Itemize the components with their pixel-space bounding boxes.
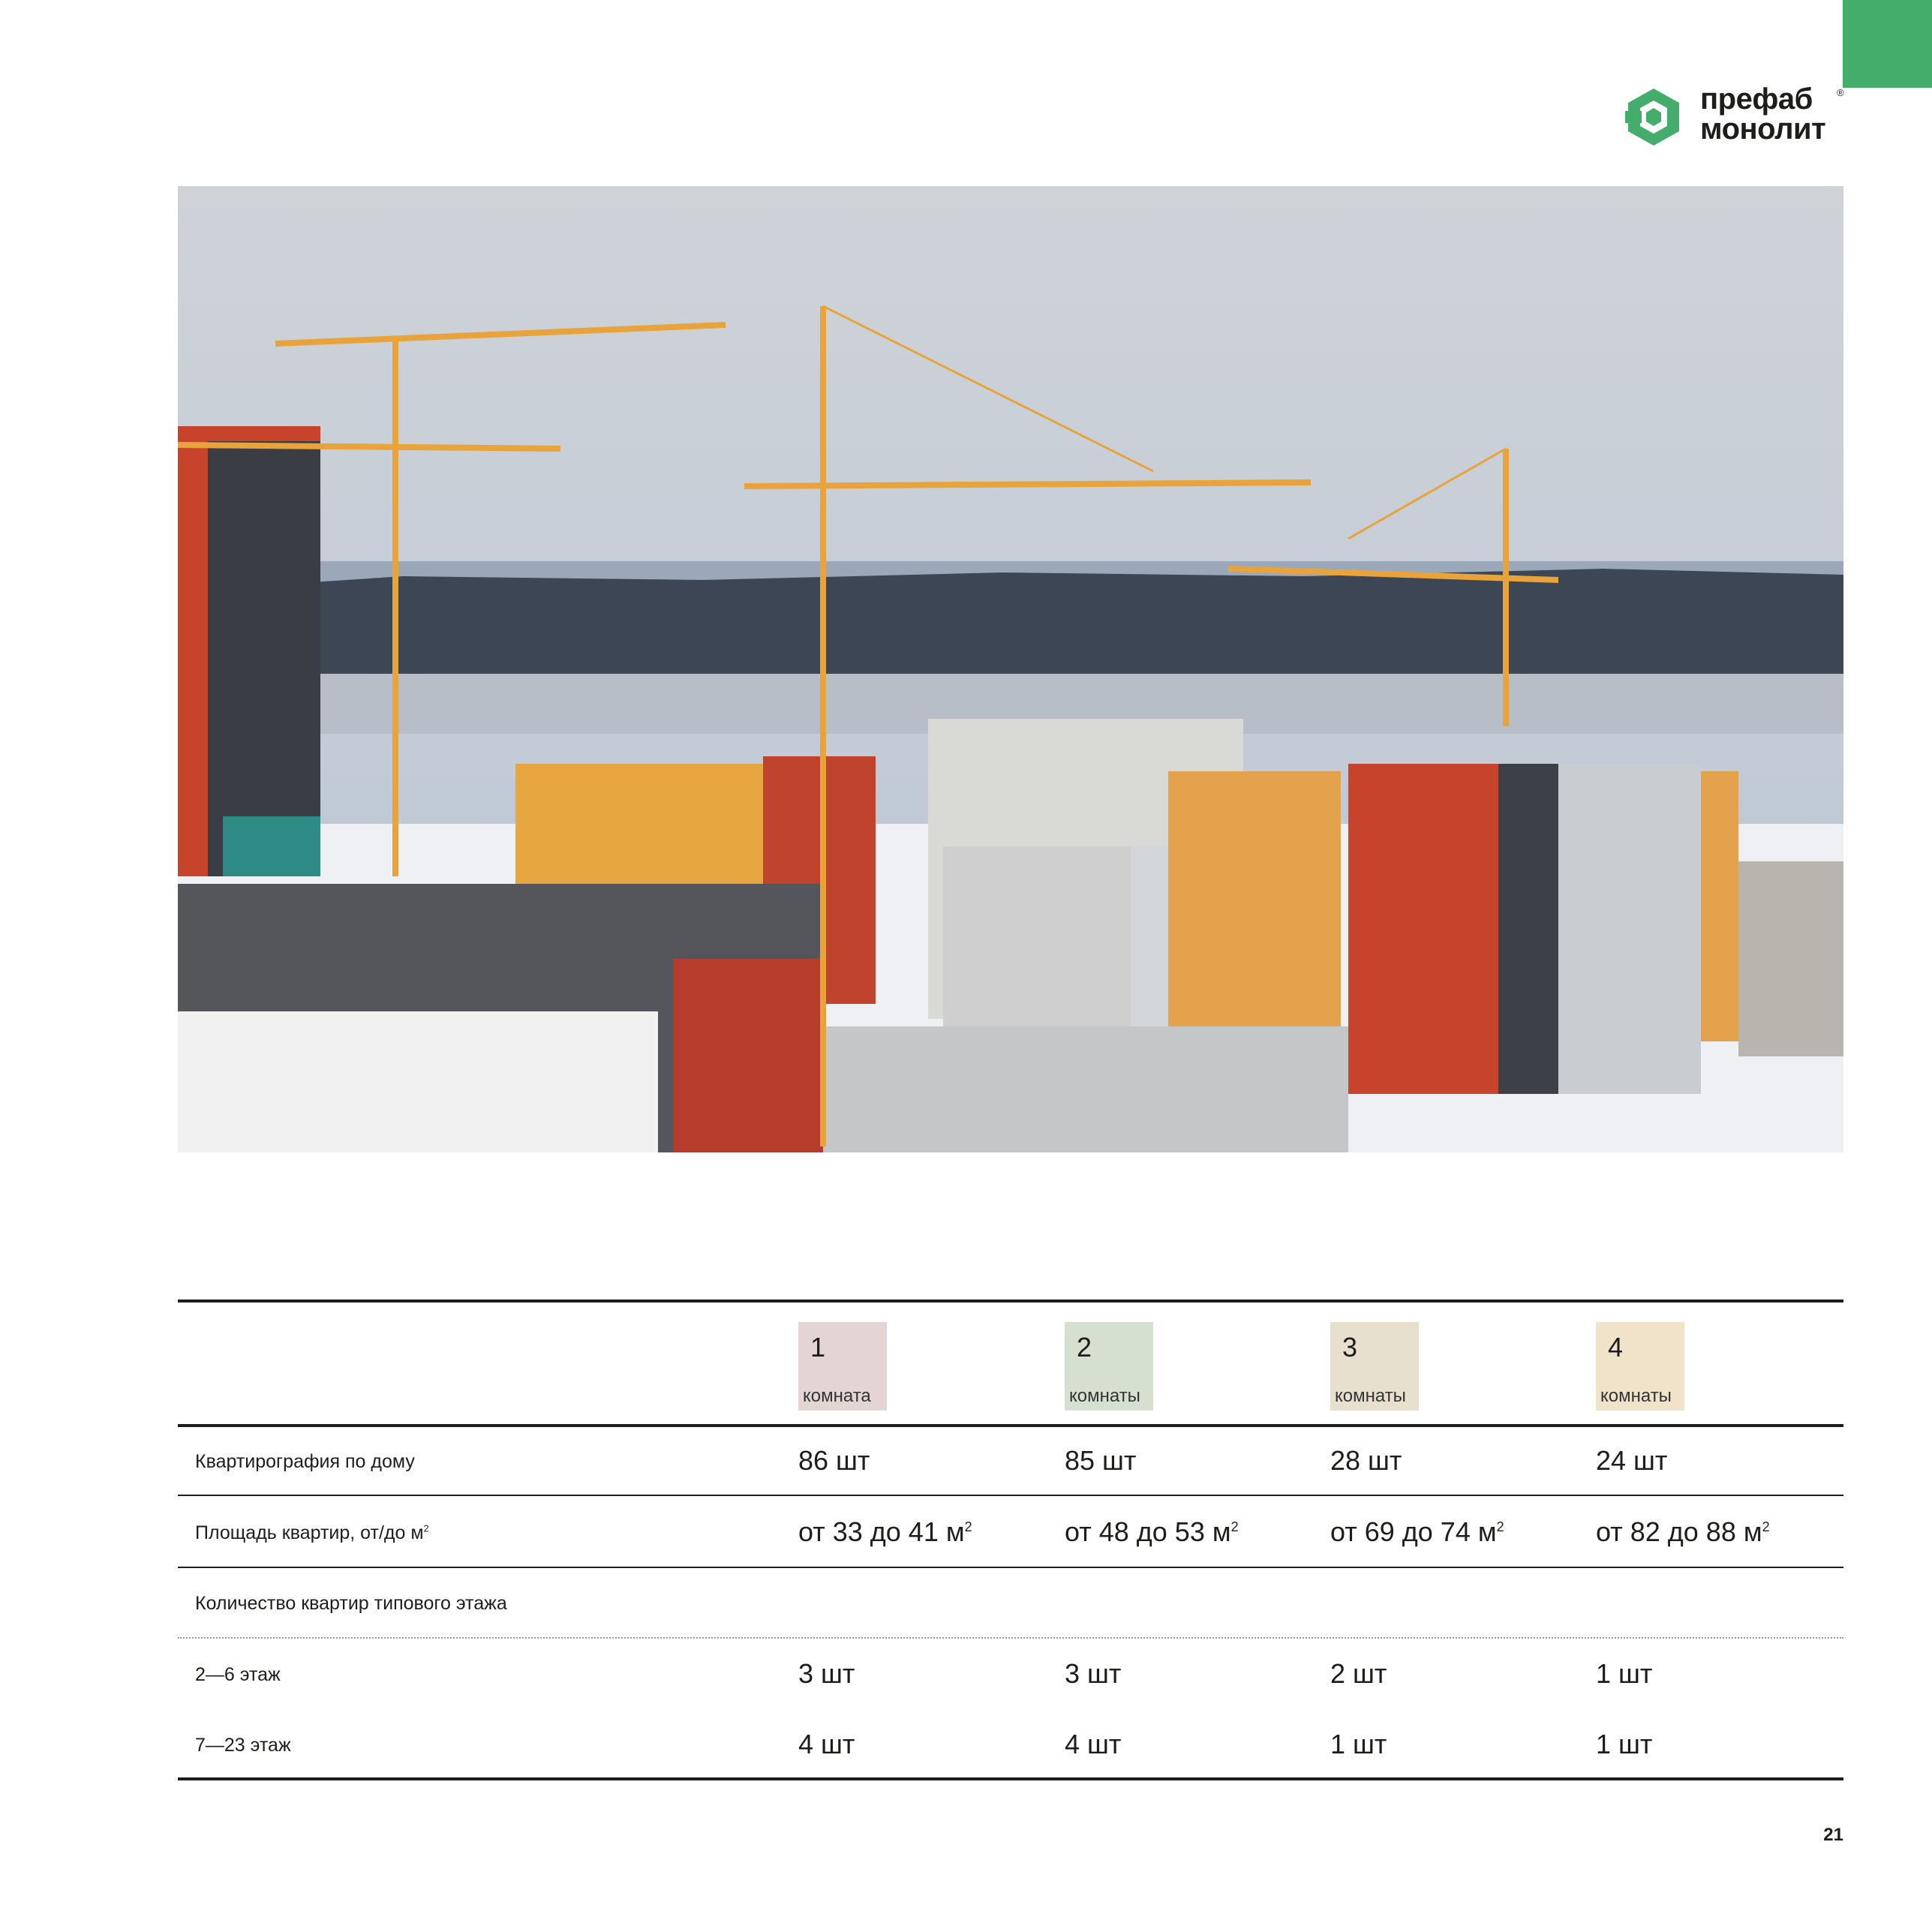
- page-number: 21: [1823, 1825, 1843, 1845]
- room-number: 2: [1077, 1332, 1092, 1363]
- room-tile-3: [1330, 1322, 1419, 1411]
- cell-area-1-text: от 33 до 41 м: [798, 1516, 965, 1547]
- row-label-floors-7-23: 7—23 этаж: [195, 1735, 291, 1756]
- dotted-rule: [178, 1637, 1843, 1639]
- brand-logo: [1625, 84, 1843, 150]
- cell-area-4-text: от 82 до 88 м: [1596, 1516, 1762, 1547]
- cell-area-2-text: от 48 до 53 м: [1065, 1516, 1231, 1547]
- brand-line-1: префаб: [1700, 83, 1813, 116]
- row-rule: [178, 1495, 1843, 1496]
- row-label-count: Квартирография по дому: [195, 1451, 415, 1472]
- cell-count-2: 85 шт: [1065, 1445, 1137, 1476]
- row-label-area-text: Площадь квартир, от/до м: [195, 1522, 424, 1543]
- cell-area-1: [798, 1516, 972, 1548]
- cell-area-1-sup: 2: [964, 1519, 972, 1534]
- room-word: комната: [803, 1386, 871, 1406]
- row-label-typical: Количество квартир типового этажа: [195, 1593, 507, 1614]
- brand-name: [1700, 84, 1825, 144]
- construction-photo: [178, 186, 1843, 1152]
- cell-floors-7-23-2: 4 шт: [1065, 1729, 1122, 1759]
- cell-area-4-sup: 2: [1762, 1519, 1770, 1534]
- cell-area-2: [1065, 1516, 1239, 1548]
- cell-floors-2-6-4: 1 шт: [1596, 1658, 1653, 1689]
- row-label-area: [195, 1522, 429, 1544]
- cell-floors-2-6-1: 3 шт: [798, 1658, 855, 1689]
- corner-accent-tab: [1843, 0, 1932, 88]
- row-rule: [178, 1567, 1843, 1568]
- cell-count-3: 28 шт: [1330, 1445, 1402, 1476]
- room-word: комнаты: [1335, 1386, 1406, 1406]
- cell-floors-2-6-3: 2 шт: [1330, 1658, 1387, 1689]
- room-tile-1: [798, 1322, 887, 1411]
- cell-area-4: [1596, 1516, 1770, 1548]
- cell-area-3: [1330, 1516, 1504, 1548]
- room-word: комнаты: [1069, 1386, 1140, 1406]
- table-top-rule: [178, 1300, 1843, 1303]
- room-number: 3: [1342, 1332, 1358, 1363]
- cell-area-3-sup: 2: [1496, 1519, 1504, 1534]
- room-number: 4: [1608, 1332, 1624, 1363]
- table-bottom-rule: [178, 1777, 1843, 1780]
- cell-area-2-sup: 2: [1230, 1519, 1239, 1534]
- registered-mark: ®: [1837, 87, 1844, 98]
- cell-floors-7-23-4: 1 шт: [1596, 1729, 1653, 1759]
- room-tile-2: [1065, 1322, 1153, 1411]
- row-label-area-sup: 2: [423, 1523, 429, 1534]
- header-rule: [178, 1424, 1843, 1427]
- cell-count-1: 86 шт: [798, 1445, 870, 1476]
- cell-floors-7-23-3: 1 шт: [1330, 1729, 1387, 1759]
- construction-photo-icon: [178, 186, 1843, 1152]
- logo-mark-icon: [1625, 89, 1682, 146]
- brand-line-2: монолит: [1700, 113, 1826, 146]
- cell-floors-7-23-1: 4 шт: [798, 1729, 855, 1759]
- room-word: комнаты: [1600, 1386, 1672, 1406]
- cell-count-4: 24 шт: [1596, 1445, 1668, 1476]
- cell-area-3-text: от 69 до 74 м: [1330, 1516, 1497, 1547]
- room-tile-4: [1596, 1322, 1684, 1411]
- cell-floors-2-6-2: 3 шт: [1065, 1658, 1122, 1689]
- row-label-floors-2-6: 2—6 этаж: [195, 1664, 281, 1685]
- room-number: 1: [810, 1332, 826, 1363]
